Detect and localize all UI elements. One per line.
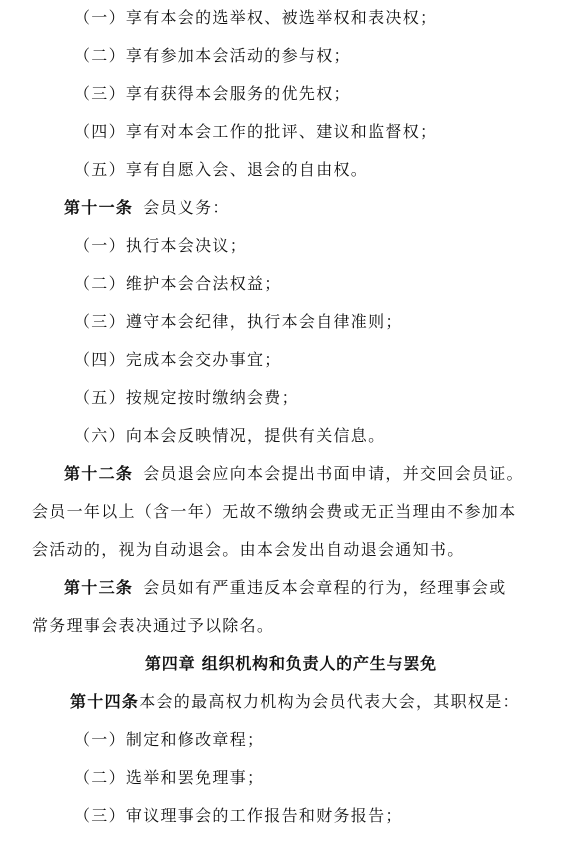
article-12-line-1: 会员退会应向本会提出书面申请，并交回会员证。 [143, 464, 524, 483]
article-13-line-2: 常务理事会表决通过予以除名。 [32, 616, 275, 635]
article-14-text: 本会的最高权力机构为会员代表大会，其职权是： [139, 692, 520, 711]
assembly-item-1: （一）制定和修改章程； [74, 730, 265, 749]
article-11-heading: 第十一条 [64, 198, 134, 217]
duty-item-3: （三）遵守本会纪律，执行本会自律准则； [74, 312, 403, 331]
article-13 [64, 578, 507, 598]
assembly-item-3: （三）审议理事会的工作报告和财务报告； [74, 806, 403, 825]
duty-item-4: （四）完成本会交办事宜； [74, 350, 282, 369]
article-14 [70, 692, 520, 712]
rights-item-5: （五）享有自愿入会、退会的自由权。 [74, 160, 369, 179]
article-12 [64, 464, 524, 484]
assembly-item-2: （二）选举和罢免理事； [74, 768, 265, 787]
article-12-heading: 第十二条 [64, 464, 134, 483]
rights-item-4: （四）享有对本会工作的批评、建议和监督权； [74, 122, 438, 141]
duty-item-1: （一）执行本会决议； [74, 236, 248, 255]
article-12-line-3: 会活动的，视为自动退会。由本会发出自动退会通知书。 [32, 540, 465, 559]
article-13-heading: 第十三条 [64, 578, 134, 597]
chapter-4-title: 第四章 组织机构和负责人的产生与罢免 [145, 654, 437, 673]
duty-item-6: （六）向本会反映情况，提供有关信息。 [74, 426, 386, 445]
rights-item-2: （二）享有参加本会活动的参与权； [74, 46, 351, 65]
article-12-line-2: 会员一年以上（含一年）无故不缴纳会费或无正当理由不参加本 [32, 502, 517, 521]
article-11-text: 会员义务： [143, 198, 230, 217]
duty-item-5: （五）按规定按时缴纳会费； [74, 388, 299, 407]
article-13-line-1: 会员如有严重违反本会章程的行为，经理事会或 [143, 578, 507, 597]
rights-item-3: （三）享有获得本会服务的优先权； [74, 84, 351, 103]
article-14-heading: 第十四条 [70, 692, 140, 711]
duty-item-2: （二）维护本会合法权益； [74, 274, 282, 293]
article-11 [64, 198, 230, 218]
rights-item-1: （一）享有本会的选举权、被选举权和表决权； [74, 8, 438, 27]
